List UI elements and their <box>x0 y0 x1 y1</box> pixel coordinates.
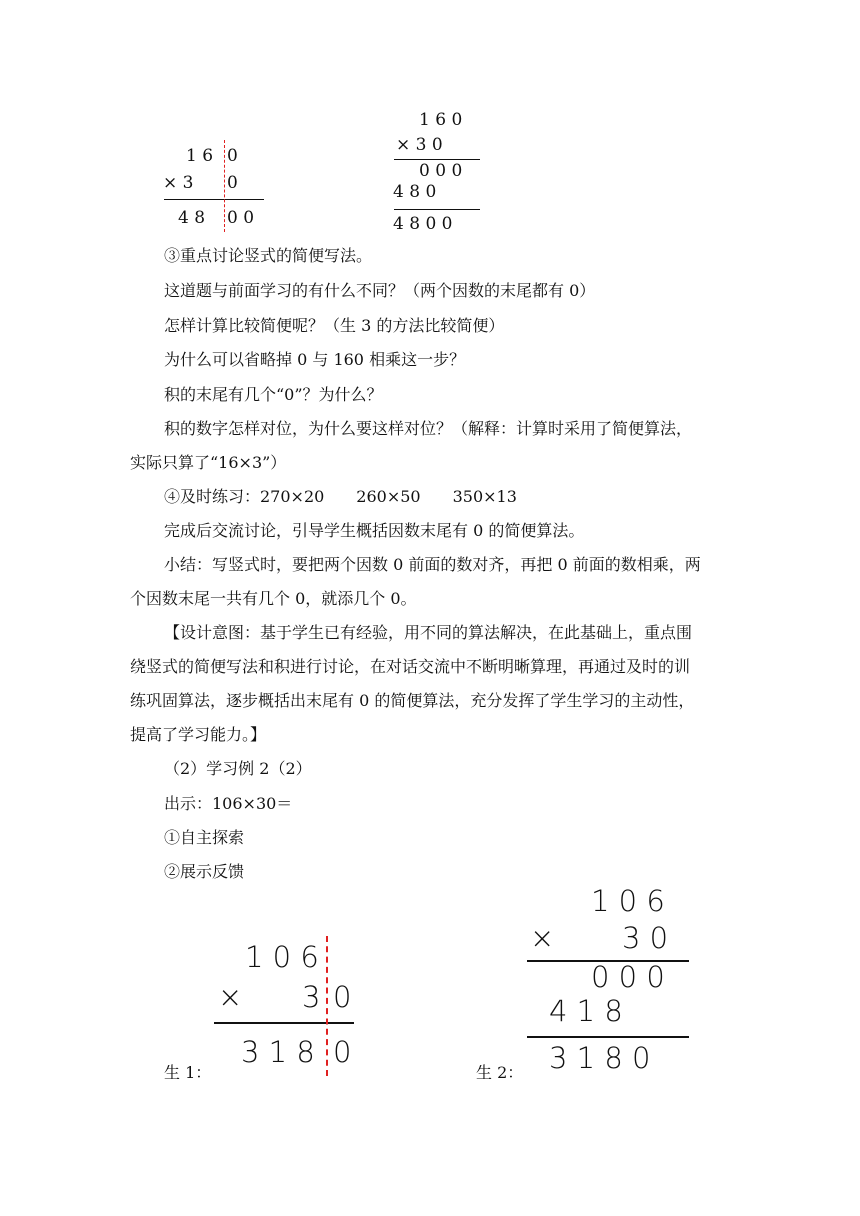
student2-label: 生 2： <box>476 1063 524 1082</box>
calc2-row4: 4 8 0 <box>393 182 437 202</box>
paragraph-6-cont: 实际只算了“16×3”） <box>130 453 287 472</box>
design-intent-line-4: 提高了学习能力。】 <box>130 725 267 744</box>
s1-row1: 1 0 6 <box>245 940 319 974</box>
paragraph-1: ③重点讨论竖式的简便写法。 <box>164 246 373 265</box>
s1-result-zero: 0 <box>333 1035 352 1069</box>
s1-rule <box>214 1022 354 1024</box>
step-explore: ①自主探索 <box>164 828 245 847</box>
calc1-row1-zero: 0 <box>227 146 238 166</box>
s1-times: × <box>218 980 243 1014</box>
paragraph-4: 为什么可以省略掉 0 与 160 相乘这一步？ <box>164 350 466 369</box>
s2-row4: 4 1 8 <box>549 994 623 1028</box>
step-feedback: ②展示反馈 <box>164 862 245 881</box>
calc2-row2: × 3 0 <box>396 135 443 155</box>
section-heading-example-2-2: （2）学习例 2（2） <box>164 759 312 778</box>
calc1-row2: × 3 <box>163 173 194 193</box>
summary-line-2: 个因数末尾一共有几个 0，就添几个 0。 <box>130 589 417 608</box>
calc1-result-zeros: 0 0 <box>227 208 255 228</box>
paragraph-5: 积的末尾有几个“0”？为什么？ <box>164 385 383 404</box>
practice-exercises: ④及时练习：270×20 260×50 350×13 <box>164 487 517 506</box>
s2-row3: 0 0 0 <box>591 960 665 994</box>
calc1-separator-dashed-line <box>224 140 225 232</box>
s2-row1: 1 0 6 <box>591 884 665 918</box>
s1-row2-zero: 0 <box>333 980 352 1014</box>
calc2-row1: 1 6 0 <box>419 110 463 130</box>
calc1-row1: 1 6 <box>186 146 214 166</box>
calc2-rule-1 <box>394 159 480 160</box>
calc2-row3: 0 0 0 <box>419 161 463 181</box>
paragraph-6: 积的数字怎样对位，为什么要这样对位？（解释：计算时采用了简便算法， <box>164 419 693 438</box>
s1-separator-dashed-line <box>326 936 328 1076</box>
design-intent-line-2: 绕竖式的简便写法和积进行讨论，在对话交流中不断明晰算理，再通过及时的训 <box>130 657 691 676</box>
calc2-result: 4 8 0 0 <box>393 214 453 234</box>
student1-label: 生 1： <box>164 1063 212 1082</box>
s2-rule-2 <box>527 1036 689 1038</box>
design-intent-line-1: 【设计意图：基于学生已有经验，用不同的算法解决，在此基础上，重点围 <box>164 623 693 642</box>
s1-result: 3 1 8 <box>241 1035 315 1069</box>
s2-row2: 3 0 <box>622 921 669 955</box>
s1-row2-digit: 3 <box>302 980 321 1014</box>
calc2-rule-2 <box>394 209 480 210</box>
summary-line-1: 小结：写竖式时，要把两个因数 0 前面的数对齐，再把 0 前面的数相乘，两 <box>164 555 701 574</box>
paragraph-8: 完成后交流讨论，引导学生概括因数末尾有 0 的简便算法。 <box>164 521 585 540</box>
paragraph-2: 这道题与前面学习的有什么不同？（两个因数的末尾都有 0） <box>164 281 596 300</box>
calc1-result: 4 8 <box>178 208 206 228</box>
problem-statement: 出示：106×30＝ <box>164 794 293 813</box>
s2-result: 3 1 8 0 <box>549 1041 651 1075</box>
calc1-rule <box>164 199 264 200</box>
calc1-row2-zero: 0 <box>227 173 238 193</box>
paragraph-3: 怎样计算比较简便呢？（生 3 的方法比较简便） <box>164 316 505 335</box>
design-intent-line-3: 练巩固算法，逐步概括出末尾有 0 的简便算法，充分发挥了学生学习的主动性， <box>130 691 695 710</box>
s2-times: × <box>530 921 555 955</box>
